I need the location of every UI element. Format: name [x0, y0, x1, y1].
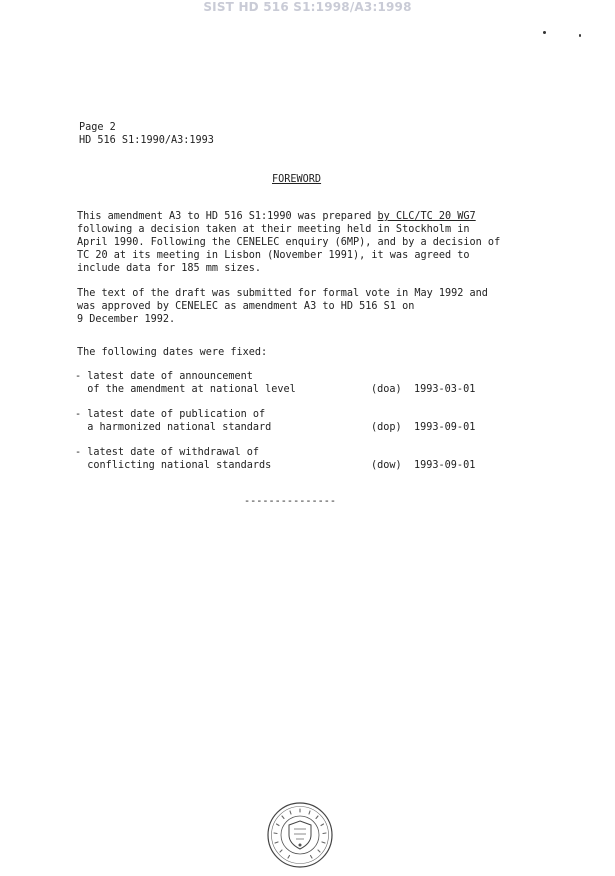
date-value: 1993-09-01	[414, 422, 476, 433]
date-description-line: a harmonized national standard	[75, 422, 272, 433]
page-number: Page 2	[79, 122, 116, 133]
end-rule: ---------------	[244, 496, 337, 507]
paragraph-line: following a decision taken at their meeting held in Stockholm in	[77, 224, 470, 235]
foreword-paragraph-1	[77, 210, 500, 275]
underlined-text: by CLC/TC 20 WG7	[377, 211, 476, 222]
date-description	[75, 446, 371, 472]
paragraph-line: The text of the draft was submitted for formal vote in May 1992 and	[77, 288, 488, 299]
speck-mark	[543, 31, 546, 34]
paragraph-line	[77, 210, 500, 223]
page-header	[79, 121, 214, 147]
paragraph-line: TC 20 at its meeting in Lisbon (November 1991), it was agreed to	[77, 250, 470, 261]
paragraph-line: 9 December 1992.	[77, 314, 176, 325]
dates-intro: The following dates were fixed:	[77, 347, 268, 358]
paragraph-line: include data for 185 mm sizes.	[77, 263, 262, 274]
document-reference: HD 516 S1:1990/A3:1993	[79, 135, 214, 146]
watermark: SIST HD 516 S1:1998/A3:1998	[203, 0, 412, 14]
official-seal-icon	[266, 801, 334, 869]
date-value: 1993-03-01	[414, 384, 476, 395]
date-description-line: - latest date of publication of	[75, 409, 266, 420]
foreword-paragraph-2	[77, 287, 488, 326]
speck-mark	[579, 34, 581, 37]
date-description	[75, 408, 371, 434]
date-description-line: conflicting national standards	[75, 460, 272, 471]
table-row	[75, 446, 494, 472]
paragraph-line: was approved by CENELEC as amendment A3 to HD 516 S1 on	[77, 301, 415, 312]
table-row	[75, 408, 494, 434]
paragraph-text: This amendment A3 to HD 516 S1:1990 was prepared	[77, 211, 378, 222]
row-spacer	[75, 396, 494, 408]
date-code: (dow)	[371, 460, 402, 471]
date-description-line: - latest date of withdrawal of	[75, 447, 260, 458]
table-row	[75, 370, 494, 396]
date-description	[75, 370, 371, 396]
date-description-line: of the amendment at national level	[75, 384, 296, 395]
date-description-line: - latest date of announcement	[75, 371, 253, 382]
paragraph-line: April 1990. Following the CENELEC enquiry (6MP), and by a decision of	[77, 237, 501, 248]
row-spacer	[75, 434, 494, 446]
dates-table	[75, 370, 494, 472]
foreword-title: FOREWORD	[272, 174, 322, 185]
date-code: (dop)	[371, 422, 402, 433]
date-value: 1993-09-01	[414, 460, 476, 471]
date-code: (doa)	[371, 384, 402, 395]
